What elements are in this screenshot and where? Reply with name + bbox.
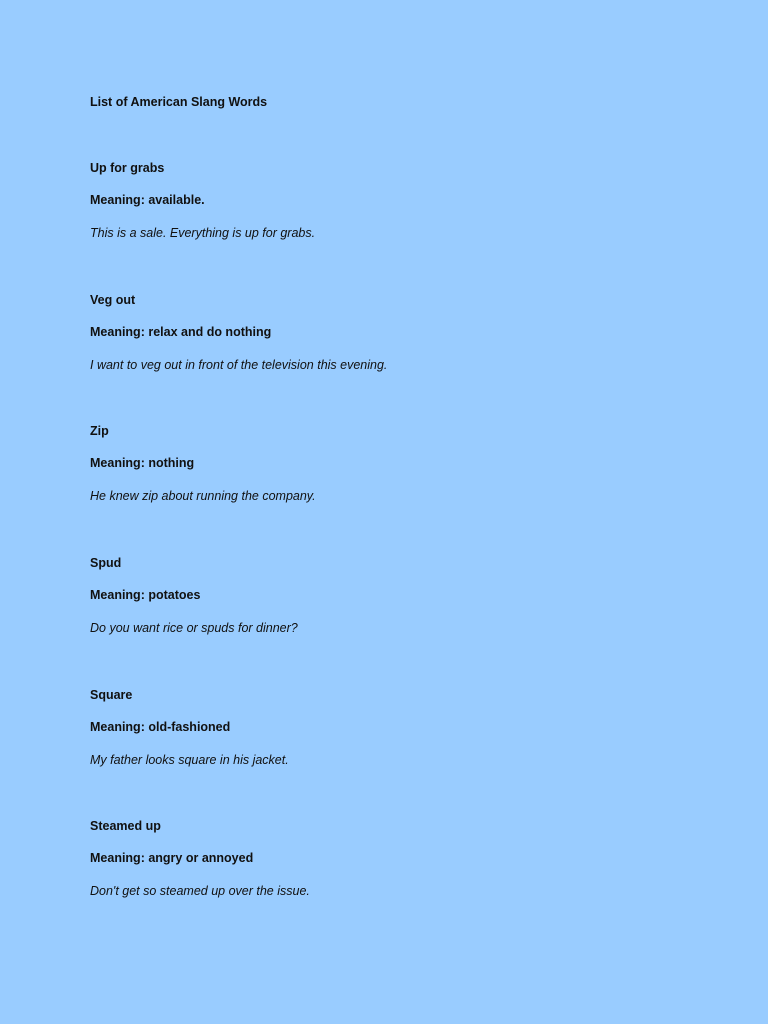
slang-meaning: Meaning: relax and do nothing	[90, 325, 272, 339]
slang-meaning: Meaning: nothing	[90, 456, 195, 470]
slang-example: I want to veg out in front of the television this evening.	[90, 358, 388, 372]
slang-example: This is a sale. Everything is up for grabs.	[90, 226, 316, 240]
slang-term: Spud	[90, 556, 122, 570]
slang-meaning: Meaning: available.	[90, 193, 205, 207]
document-page	[90, 0, 730, 1024]
slang-meaning: Meaning: old-fashioned	[90, 720, 231, 734]
slang-meaning: Meaning: angry or annoyed	[90, 851, 254, 865]
slang-term: Square	[90, 688, 133, 702]
slang-entry	[90, 555, 730, 655]
slang-example: My father looks square in his jacket.	[90, 753, 289, 767]
slang-term: Steamed up	[90, 819, 161, 833]
document-title: List of American Slang Words	[90, 95, 268, 109]
slang-term: Up for grabs	[90, 161, 165, 175]
slang-entry	[90, 423, 730, 523]
slang-example: Do you want rice or spuds for dinner?	[90, 621, 298, 635]
slang-entry	[90, 292, 730, 392]
slang-example: He knew zip about running the company.	[90, 489, 316, 503]
slang-entry	[90, 687, 730, 787]
slang-term: Veg out	[90, 293, 136, 307]
slang-meaning: Meaning: potatoes	[90, 588, 201, 602]
slang-entry	[90, 160, 730, 260]
slang-entry	[90, 818, 730, 918]
slang-term: Zip	[90, 424, 109, 438]
slang-example: Don't get so steamed up over the issue.	[90, 884, 310, 898]
